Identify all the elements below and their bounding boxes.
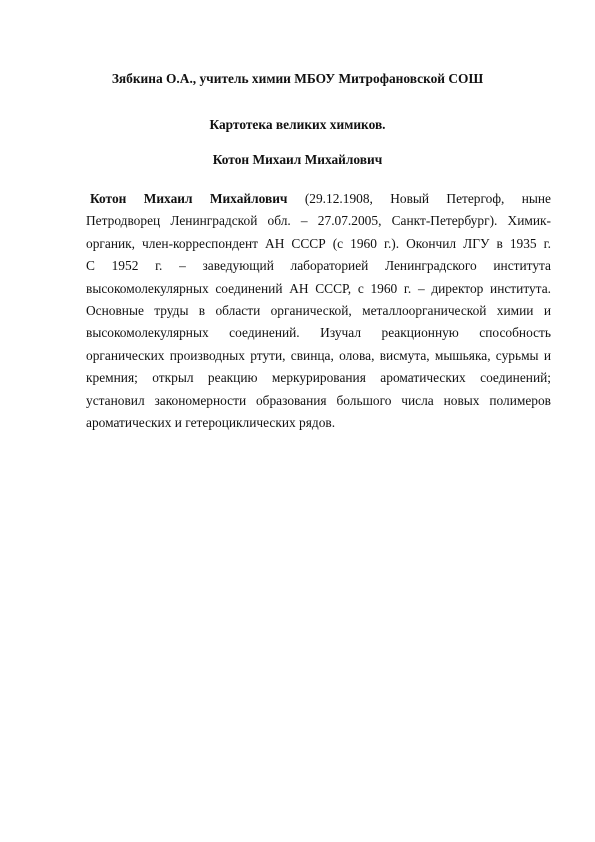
biography-paragraph [86,188,551,434]
biography-line: кремния; открыл реакцию меркурирования ароматических соединений; [86,370,551,386]
biography-line [86,188,551,210]
biography-line: Основные труды в области органической, металлоорганической химии и [86,302,551,318]
biography-line: высокомолекулярных соединений АН СССР, с 1960 г. – директор института. [86,280,551,296]
biography-line: высокомолекулярных соединений. Изучал реакционную способность [86,325,551,341]
biography-line-text: (29.12.1908, Новый Петергоф, ныне [304,191,551,206]
biography-line: установил закономерности образования большого числа новых полимеров [86,392,551,408]
biography-name-bold: Котон Михаил Михайлович [90,191,288,206]
chemist-name-title: Котон Михаил Михайлович [212,152,383,167]
author-line: Зябкина О.А., учитель химии МБОУ Митрофановской СОШ [111,71,484,86]
biography-line: ароматических и гетероциклических рядов. [86,414,336,430]
biography-line: Петродворец Ленинградской обл. – 27.07.2005, Санкт-Петербург). Химик- [86,213,551,229]
biography-line: органик, член-корреспондент АН СССР (с 1960 г.). Окончил ЛГУ в 1935 г. [86,235,551,251]
series-title: Картотека великих химиков. [209,117,386,132]
biography-line: органических производных ртути, свинца, олова, висмута, мышьяка, сурьмы и [86,347,551,363]
biography-line: С 1952 г. – заведующий лабораторией Ленинградского института [86,258,551,274]
